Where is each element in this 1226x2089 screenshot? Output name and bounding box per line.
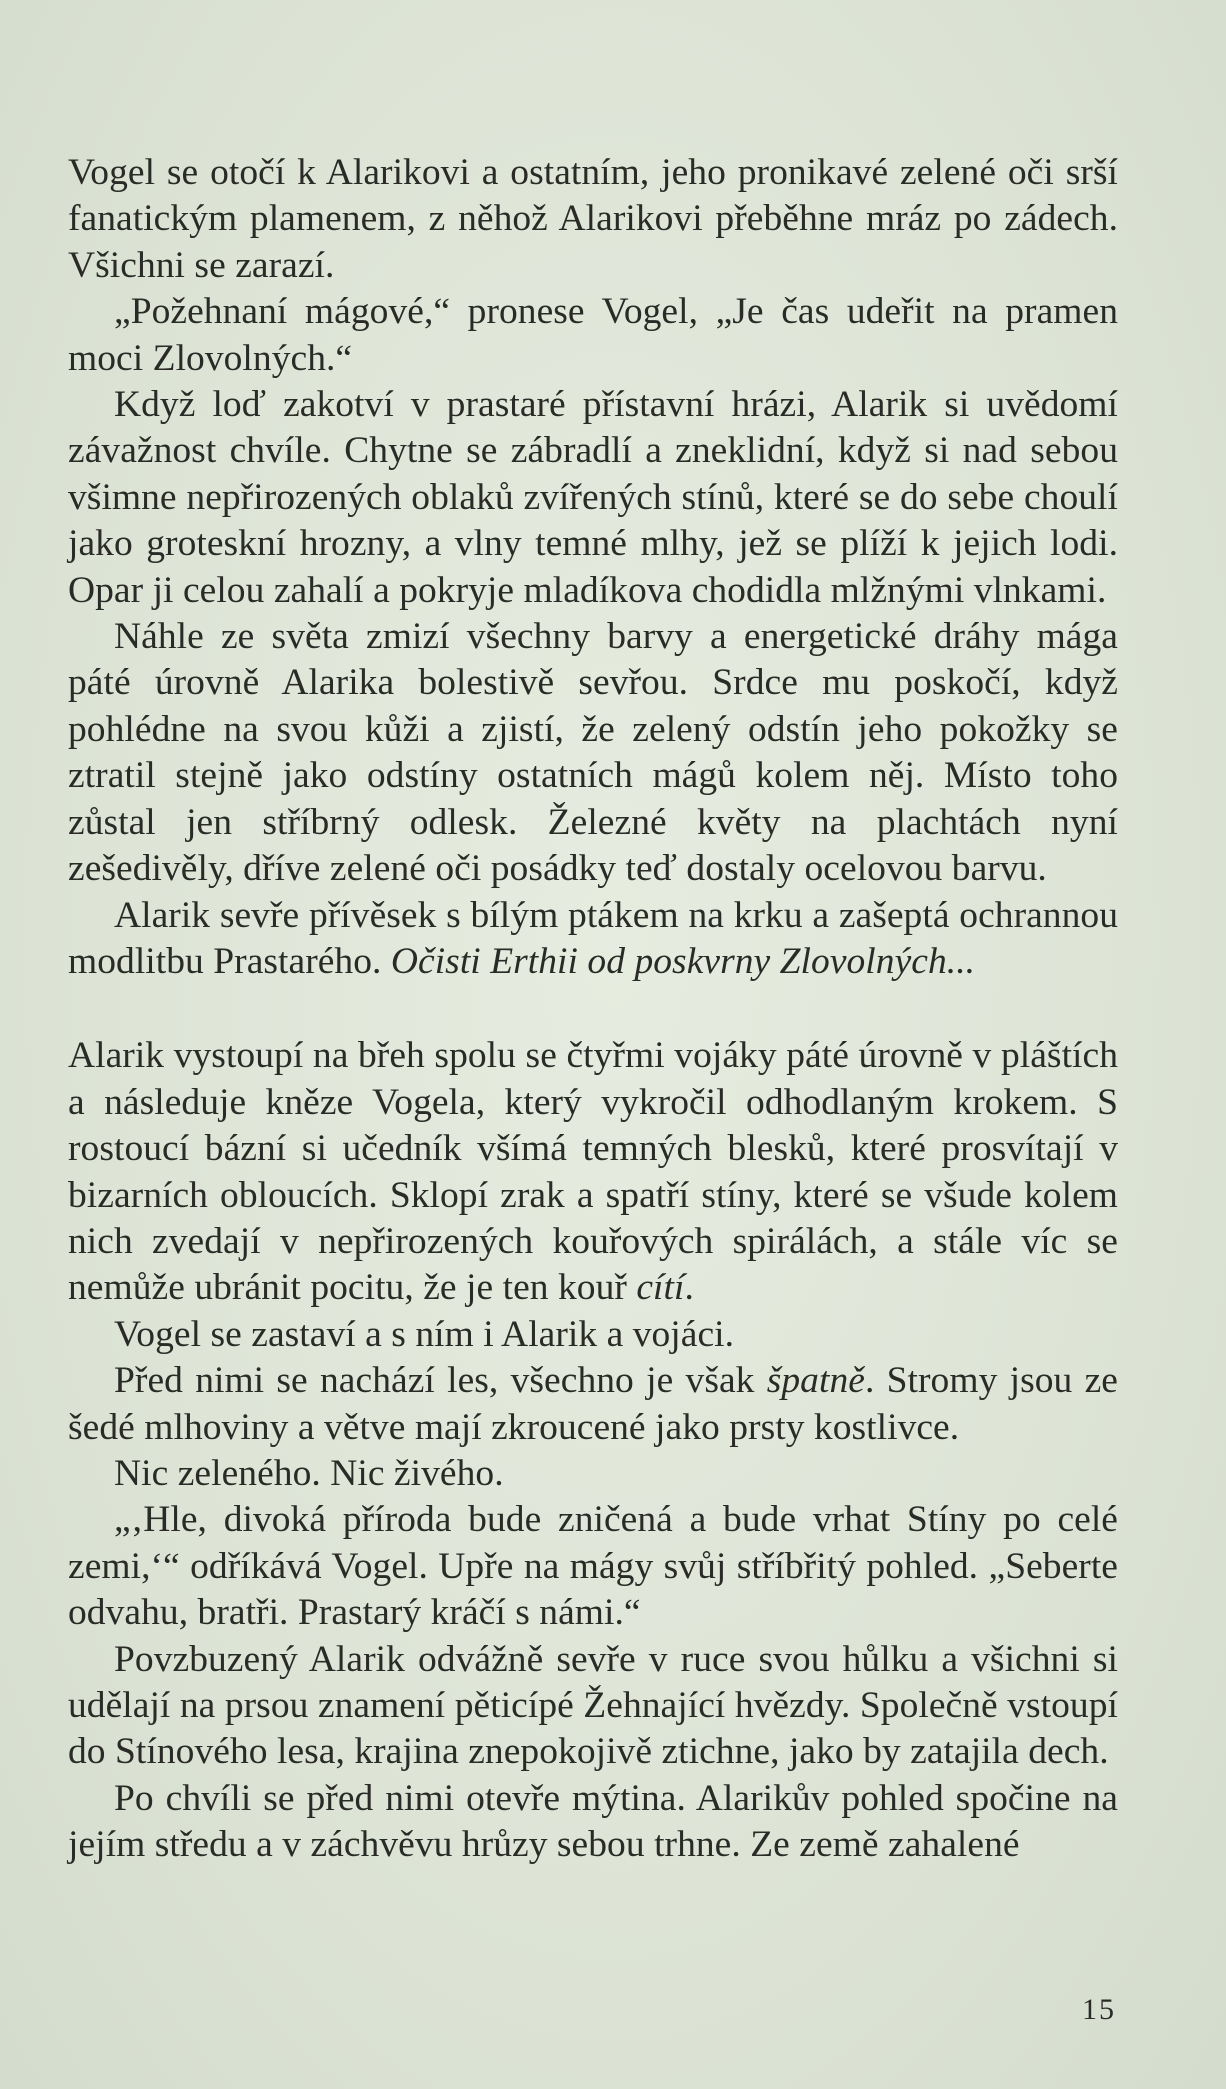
section-break [68, 985, 1118, 1033]
page-text [68, 150, 1118, 1869]
page-number: 15 [1082, 1993, 1116, 2026]
paragraph-text: Alarik vystoupí na břeh spolu se čtyřmi vojáky páté úrovně v pláštích a následuje kněze Vogela, který vykročil odhodlaným krokem. S rostoucí bázní si učedník všímá temných blesků, které prosvítají v bizarních obloucích. Sklopí zrak a spatří stíny, které se všude kolem nich zvedají v nepřirozených kouřových spirálách, a stále víc se nemůže ubránit pocitu, že je ten kouř [68, 1035, 1118, 1309]
italic-prayer: Očisti Erthii od poskvrny Zlovolných... [390, 940, 976, 982]
paragraph: Náhle ze světa zmizí všechny barvy a energetické dráhy mága páté úrovně Alarika bolestivě sevřou. Srdce mu poskočí, když pohlédne na svou kůži a zjistí, že zelený odstín jeho pokožky se ztratil stejně jako odstíny ostatních mágů kolem něj. Místo toho zůstal jen stříbrný odlesk. Železné květy na plachtách nyní zešedivěly, dříve zelené oči posádky teď dostaly ocelovou barvu. [68, 616, 1118, 890]
paragraph-text: Alarik sevře přívěsek s bílým ptákem na krku a zašeptá ochrannou modlitbu Prastarého. [68, 894, 1118, 982]
paragraph-text: . Stromy jsou ze šedé mlhoviny a větve mají zkroucené jako prsty kostlivce. [68, 1360, 1118, 1448]
paragraph [68, 1358, 1118, 1451]
paragraph: Vogel se otočí k Alarikovi a ostatním, jeho pronikavé zelené oči srší fanatickým plamenem, z něhož Alarikovi přeběhne mráz po zádech. Všichni se zarazí. [68, 152, 1118, 286]
paragraph-text: . [684, 1267, 694, 1309]
paragraph: Vogel se zastaví a s ním i Alarik a vojáci. [114, 1313, 735, 1355]
paragraph: „Požehnaní mágové,“ pronese Vogel, „Je čas udeřit na pramen moci Zlovolných.“ [68, 291, 1118, 379]
paragraph [68, 1033, 1118, 1311]
paragraph-text: Před nimi se nachází les, všechno je však [114, 1360, 767, 1402]
italic-word: cítí [636, 1267, 685, 1309]
paragraph: „‚Hle, divoká příroda bude zničená a bude vrhat Stíny po celé zemi,‘“ odříkává Vogel. Upře na mágy svůj stříbřitý pohled. „Seberte odvahu, bratři. Prastarý kráčí s námi.“ [68, 1499, 1118, 1634]
paragraph: Nic zeleného. Nic živého. [114, 1452, 504, 1494]
paragraph: Když loď zakotví v prastaré přístavní hrázi, Alarik si uvědomí závažnost chvíle. Chytne se zábradlí a zneklidní, když si nad sebou všimne nepřirozených oblaků zvířených stínů, které se do sebe choulí jako groteskní hrozny, a vlny temné mlhy, jež se plíží k jejich lodi. Opar ji celou zahalí a pokryje mladíkova chodidla mlžnými vlnkami. [68, 384, 1118, 611]
paragraph: Po chvíli se před nimi otevře mýtina. Alarikův pohled spočine na jejím středu a v záchvěvu hrůzy sebou trhne. Ze země zahalené [68, 1777, 1118, 1866]
paragraph: Povzbuzený Alarik odvážně sevře v ruce svou hůlku a všichni si udělají na prsou znamení pěticípé Žehnající hvězdy. Společně vstoupí do Stínového lesa, krajina znepokojivě ztichne, jako by zatajila dech. [68, 1638, 1118, 1773]
paragraph [68, 893, 1118, 986]
italic-word: špatně [766, 1360, 865, 1402]
